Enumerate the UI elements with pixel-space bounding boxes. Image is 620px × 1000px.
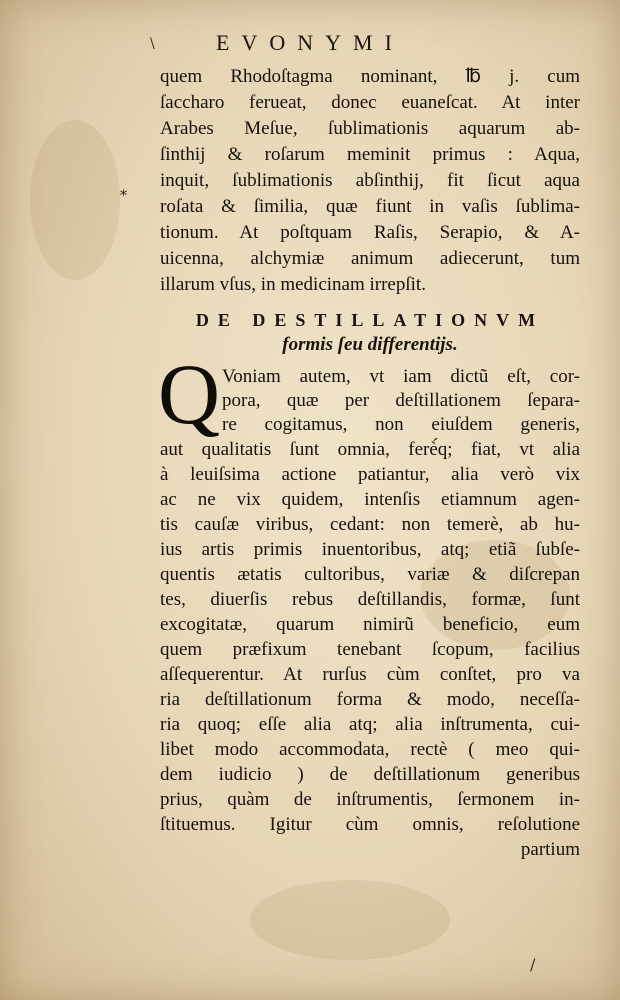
text-line: tionum. At poſtquam Raſis, Serapio, & A- (160, 222, 580, 243)
catchword: partium (520, 839, 580, 860)
text-line: quem præfixum tenebant ſcopum, facilius (160, 639, 580, 660)
text-line: inquit, ſublimationis abſinthij, fit ſicut aqua (160, 170, 580, 191)
text-line: uicenna, alchymiæ animum adiecerunt, tum (160, 248, 580, 269)
text-line: roſata & ſimilia, quæ fiunt in vaſis ſublima- (160, 196, 580, 217)
text-line: quentis ætatis cultoribus, variæ & diſcrepan (160, 564, 580, 585)
paper-stain (250, 880, 450, 960)
text-line: aſſequerentur. At rurſus cùm conſtet, pro va (160, 664, 580, 685)
text-line: excogitatæ, quarum nimirũ beneficio, eum (160, 614, 580, 635)
text-line: Arabes Meſue, ſublimationis aquarum ab- (160, 118, 580, 139)
text-line: ac ne vix quidem, intenſis etiamnum agen- (160, 489, 580, 510)
text-line: ſaccharo ferueat, donec euaneſcat. At inter (160, 92, 580, 113)
text-line: ſtituemus. Igitur cùm omnis, reſolutione (160, 814, 580, 835)
text-line: quem Rhodoſtagma nominant, ℔ j. cum (160, 66, 580, 87)
text-line: re cogitamus, non eiuſdem generis, (222, 414, 580, 435)
section-title: DE DESTILLATIONVM (195, 310, 545, 330)
text-line: illarum vſus, in medicinam irrepſit. (160, 274, 426, 295)
paper-stain (30, 120, 120, 280)
text-line: tes, diuerſis rebus deſtillandis, formæ, ſunt (160, 589, 580, 610)
text-line: Voniam autem, vt iam dictũ eſt, cor- (222, 366, 580, 387)
drop-cap: Q (158, 346, 221, 442)
text-line: libet modo accommodata, rectè ( meo qui- (160, 739, 580, 760)
text-line: ria deſtillationum forma & modo, neceſſa- (160, 689, 580, 710)
head-mark: \ (150, 36, 155, 52)
text-line: ria quoq; eſſe alia atq; alia inſtrumenta, cui- (160, 714, 580, 735)
text-line: prius, quàm de inſtrumentis, ſermonem in- (160, 789, 580, 810)
page-mark: / (530, 955, 536, 974)
text-line: dem iudicio ) de deſtillationum generibus (160, 764, 580, 785)
running-head: EVONYMI (216, 30, 404, 55)
text-line: à leuiſsima actione patiantur, alia verò vix (160, 464, 580, 485)
text-line: aut qualitatis ſunt omnia, ferè́q; fiat, vt alia (160, 439, 580, 460)
text-line: tis cauſæ viribus, cedant: non temerè, ab hu- (160, 514, 580, 535)
text-line: pora, quæ per deſtillationem ſepara- (222, 390, 580, 411)
text-line: ius artis primis inuentoribus, atq; etiã ſubſe- (160, 539, 580, 560)
section-subtitle: formis ſeu differentijs. (282, 334, 458, 355)
text-line: ſinthij & roſarum meminit primus : Aqua, (160, 144, 580, 165)
margin-mark: * (120, 188, 127, 204)
